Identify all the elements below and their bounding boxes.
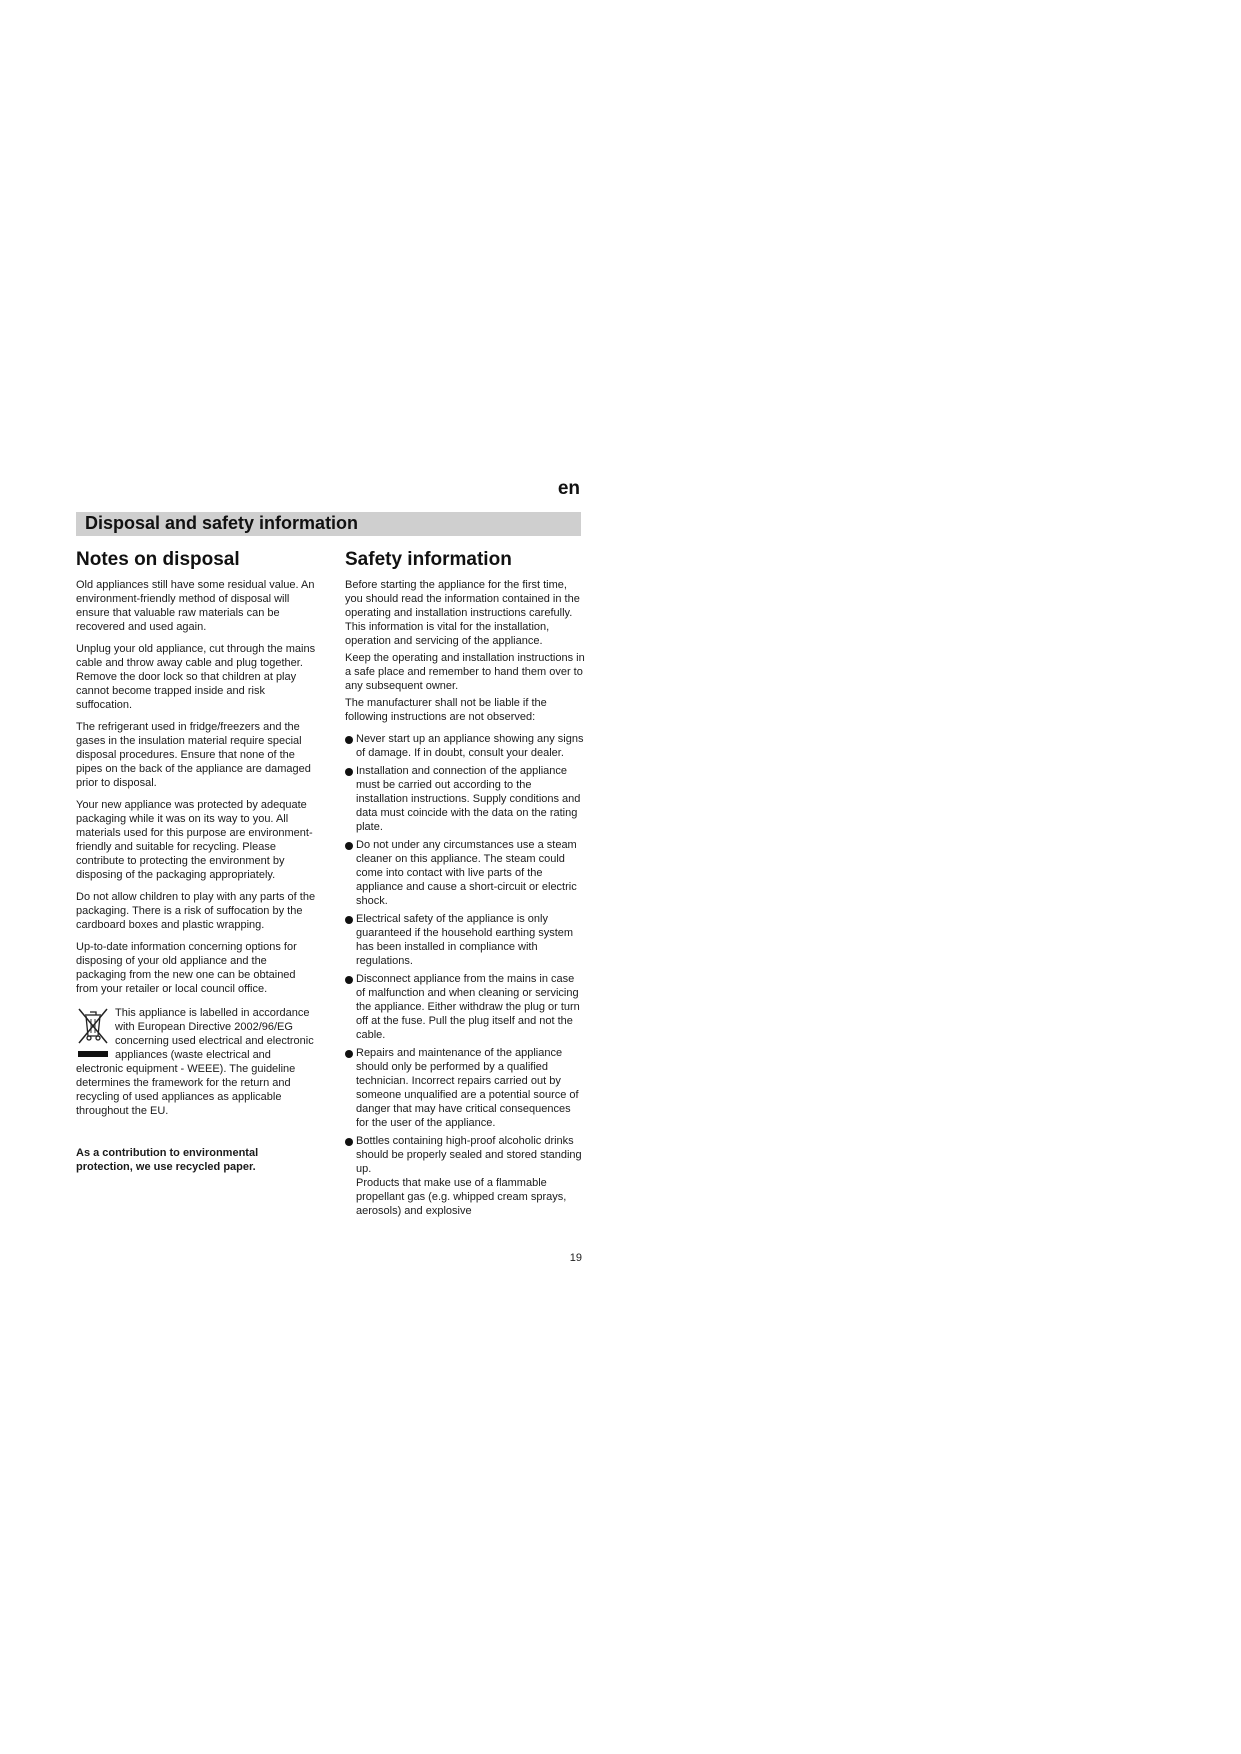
safety-bullet-item (345, 1046, 585, 1130)
page-number: 19 (569, 1252, 582, 1264)
disposal-paragraph: Do not allow children to play with any parts of the packaging. There is a risk of suffocation by the cardboard boxes and plastic wrapping. (76, 890, 316, 931)
bullet-text: Bottles containing high-proof alcoholic drinks should be properly sealed and stored standing up. (356, 1134, 582, 1175)
bullet-continuation: Products that make use of a flammable propellant gas (e.g. whipped cream sprays, aerosols) and explosive (356, 1176, 567, 1217)
bullet-dot (345, 976, 353, 984)
bullet-text: Repairs and maintenance of the appliance should only be performed by a qualified technician. Incorrect repairs carried out by someone unqualified are a potential source of danger that may have critical consequences for the user of the appliance. (356, 1046, 579, 1129)
bullet-text: Installation and connection of the appliance must be carried out according to the installation instructions. Supply conditions and data must coincide with the data on the rating plate. (356, 764, 581, 833)
safety-bullet-item (345, 972, 585, 1042)
bullet-text: Do not under any circumstances use a steam cleaner on this appliance. The steam could come into contact with live parts of the appliance and cause a short-circuit or electric shock. (356, 838, 577, 907)
language-code: en (557, 478, 580, 499)
bullet-text: Disconnect appliance from the mains in case of malfunction and when cleaning or servicing the appliance. Either withdraw the plug or turn off at the fuse. Pull the plug itself and not the cable. (356, 972, 580, 1041)
disposal-paragraph: Old appliances still have some residual value. An environment-friendly method of disposal will ensure that valuable raw materials can be recovered and used again. (76, 578, 315, 633)
bullet-text: Never start up an appliance showing any signs of damage. If in doubt, consult your dealer. (356, 732, 584, 759)
safety-bullet-item (345, 912, 585, 968)
disposal-paragraph: Remove the door lock so that children at play cannot become trapped inside and risk suffocation. (76, 670, 297, 711)
weee-text: This appliance is labelled in accordance with European Directive 2002/96/EG concerning used electrical and electronic appliances (waste electrical and electronic equipment - WEEE). The guideline determines the framework for the return and recycling of used appliances as applicable throughout the EU. (76, 1006, 314, 1117)
bullet-text: Electrical safety of the appliance is only guaranteed if the household earthing system has been installed in compliance with regulations. (356, 912, 574, 967)
disposal-paragraph: The refrigerant used in fridge/freezers and the gases in the insulation material require special disposal procedures. Ensure that none of the pipes on the back of the appliance are damaged prior to disposal. (76, 720, 311, 789)
safety-bullet-item (345, 838, 585, 908)
bullet-dot (345, 768, 353, 776)
disposal-heading: Notes on disposal (76, 549, 240, 570)
disposal-paragraph: Up-to-date information concerning options for disposing of your old appliance and the packaging from the new one can be obtained from your retailer or local council office. (76, 940, 297, 995)
safety-paragraph: The manufacturer shall not be liable if the following instructions are not observed: (345, 696, 547, 723)
safety-paragraph: Keep the operating and installation instructions in a safe place and remember to hand them over to any subsequent owner. (345, 651, 585, 692)
bullet-dot (345, 842, 353, 850)
section-title: Disposal and safety information (85, 513, 359, 533)
bullet-dot (345, 736, 353, 744)
weee-notice (76, 1006, 316, 1118)
disposal-paragraph: Your new appliance was protected by adequate packaging while it was on its way to you. All materials used for this purpose are environment-friendly and suitable for recycling. Please contribute to protecting the environment by disposing of the packaging appropriately. (76, 798, 313, 881)
bullet-dot (345, 1050, 353, 1058)
recycled-paper-note: As a contribution to environmental protection, we use recycled paper. (76, 1146, 259, 1173)
safety-bullet-item (345, 1134, 585, 1218)
disposal-paragraph: Unplug your old appliance, cut through the mains cable and throw away cable and plug together. (76, 642, 316, 669)
section-banner (76, 512, 581, 536)
disposal-column (76, 549, 316, 1174)
safety-bullet-item (345, 764, 585, 834)
safety-column (345, 549, 585, 1222)
safety-paragraph: Before starting the appliance for the first time, you should read the information contained in the operating and installation instructions carefully. This information is vital for the installation, operation and servicing of the appliance. (345, 578, 580, 647)
bullet-dot (345, 1138, 353, 1146)
safety-bullet-list (345, 732, 585, 1218)
safety-heading: Safety information (345, 549, 512, 570)
crossed-out-wheelie-bin-icon (76, 1006, 110, 1058)
safety-bullet-item (345, 732, 585, 760)
bullet-dot (345, 916, 353, 924)
